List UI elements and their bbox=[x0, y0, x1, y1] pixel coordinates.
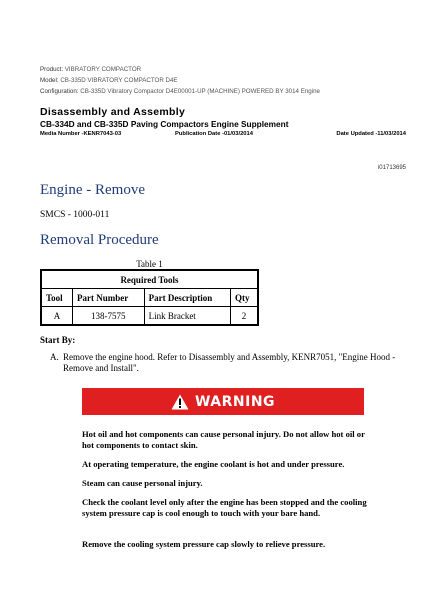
cell-tool: A bbox=[41, 307, 73, 326]
warning-banner bbox=[82, 388, 364, 415]
table-title-row bbox=[41, 270, 258, 289]
section-heading-removal-procedure: Removal Procedure bbox=[40, 232, 159, 248]
required-tools-table bbox=[40, 269, 259, 326]
publication-date: Publication Date -01/03/2014 bbox=[175, 131, 253, 137]
meta-model-label: Model: bbox=[40, 77, 59, 84]
step-a bbox=[50, 352, 410, 374]
meta-configuration bbox=[40, 88, 320, 96]
header-qty: Qty bbox=[231, 289, 259, 307]
cell-part-description: Link Bracket bbox=[144, 307, 230, 326]
smcs-code: SMCS - 1000-011 bbox=[40, 210, 110, 220]
step-a-text: Remove the engine hood. Refer to Disassembly and Assembly, KENR7051, "Engine Hood - Remove and Install". bbox=[63, 352, 396, 373]
document-title: Disassembly and Assembly bbox=[40, 106, 186, 118]
header-tool: Tool bbox=[41, 289, 73, 307]
header-part-description: Part Description bbox=[144, 289, 230, 307]
meta-model-value: CB-335D VIBRATORY COMPACTOR D4E bbox=[60, 77, 178, 84]
meta-product-value: VIBRATORY COMPACTOR bbox=[64, 66, 142, 73]
date-updated: Date Updated -11/03/2014 bbox=[336, 131, 406, 137]
meta-product bbox=[40, 66, 141, 74]
warning-paragraph-2: At operating temperature, the engine coolant is hot and under pressure. bbox=[82, 459, 345, 469]
meta-model bbox=[40, 77, 178, 85]
header-part-number: Part Number bbox=[73, 289, 145, 307]
meta-config-value: CB-335D Vibratory Compactor D4E00001-UP (MACHINE) POWERED BY 3014 Engine bbox=[80, 88, 320, 95]
cell-qty: 2 bbox=[231, 307, 259, 326]
table-title: Required Tools bbox=[41, 270, 258, 289]
cell-part-number: 138-7575 bbox=[73, 307, 145, 326]
meta-product-label: Product: bbox=[40, 66, 64, 73]
document-id: i01713695 bbox=[377, 165, 406, 171]
warning-label: WARNING bbox=[194, 393, 276, 410]
meta-config-label: Configuration: bbox=[40, 88, 79, 95]
section-heading-engine-remove: Engine - Remove bbox=[40, 182, 145, 198]
step-a-label: A. bbox=[50, 352, 59, 362]
media-number: Media Number -KENR7043-03 bbox=[40, 131, 122, 137]
table-row bbox=[41, 307, 258, 326]
start-by-label: Start By: bbox=[40, 335, 76, 345]
table-caption: Table 1 bbox=[136, 259, 163, 269]
warning-triangle-icon bbox=[171, 394, 189, 410]
warning-paragraph-3: Steam can cause personal injury. bbox=[82, 478, 203, 488]
document-subtitle: CB-334D and CB-335D Paving Compactors Engine Supplement bbox=[40, 119, 289, 129]
warning-paragraph-1: Hot oil and hot components can cause personal injury. Do not allow hot oil or hot components to contact skin. bbox=[82, 429, 365, 450]
warning-paragraph-4: Check the coolant level only after the engine has been stopped and the cooling system pressure cap is cool enough to touch with your bare hand. bbox=[82, 497, 367, 518]
warning-paragraph-5: Remove the cooling system pressure cap slowly to relieve pressure. bbox=[82, 539, 326, 549]
table-header-row bbox=[41, 289, 258, 307]
